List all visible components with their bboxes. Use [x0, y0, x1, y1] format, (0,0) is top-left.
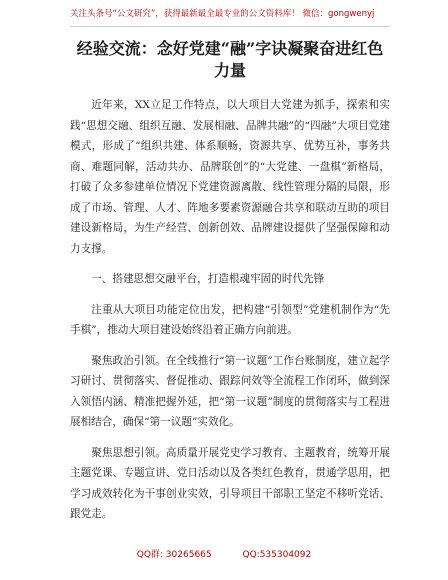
- header-banner: 关注头条号“公文研究”，获得最新最全最专业的公文资料库！ 微信：gongwenyj: [70, 9, 375, 19]
- footer-qq-group: QQ群: 30265665: [136, 550, 212, 560]
- paragraph-political-guidance: 聚焦政治引领。在全线推行“第一议题”工作台账制度，建立起学习研讨、贯彻落实、督促推动、跟踪问效等全流程工作闭环，做到深入领悟内涵、精准把握外延，把“第一议题”制度的贯彻落实与工程进展相结合，确保“第一议题”实效化。: [70, 354, 390, 428]
- header-divider: [70, 26, 390, 27]
- paragraph-intro: 近年来，XX立足工作特点，以大项目大党建为抓手，探索和实践“思想交融、组织互融、发展相融、品牌共融”的“四融”大项目党建模式，形成了“组织共建、体系顺畅，资源共享、优势互补，事务共商、难题同解，活动共办、品牌联创”的“大党建、一盘棋”新格局，打破了众多参建单位情况下党建资源离散、线性管理分隔的局限，形成了市场、管理、人才、阵地多要素资源融合共享和联动互助的项目建设新格局，为生产经营、创新创效、品牌建设提供了坚强保障和动力支撑。: [70, 99, 390, 255]
- document-body: [70, 95, 390, 535]
- paragraph-ideological-guidance: 聚焦思想引领。高质量开展党史学习教育、主题教育，统筹开展主题党课、专题宣讲、党日活动以及各类红色教育，贯通学思用，把学习成效转化为干事创业实效，引导项目干部职工坚定不移听党话、跟党走。: [70, 446, 390, 520]
- document-title: 经验交流：念好党建“融”字诀凝聚奋进红色力量: [76, 39, 384, 80]
- section-heading-1: 一、搭建思想交融平台，打造根魂牢固的时代先锋: [91, 273, 325, 285]
- paragraph-section-intro: 注重从大项目功能定位出发，把构建“引领型”党建机制作为“先手棋”，推动大项目建设始终沿着正确方向前进。: [70, 303, 390, 336]
- footer-contact: [0, 547, 448, 560]
- footer-qq: QQ:535304092: [242, 550, 312, 560]
